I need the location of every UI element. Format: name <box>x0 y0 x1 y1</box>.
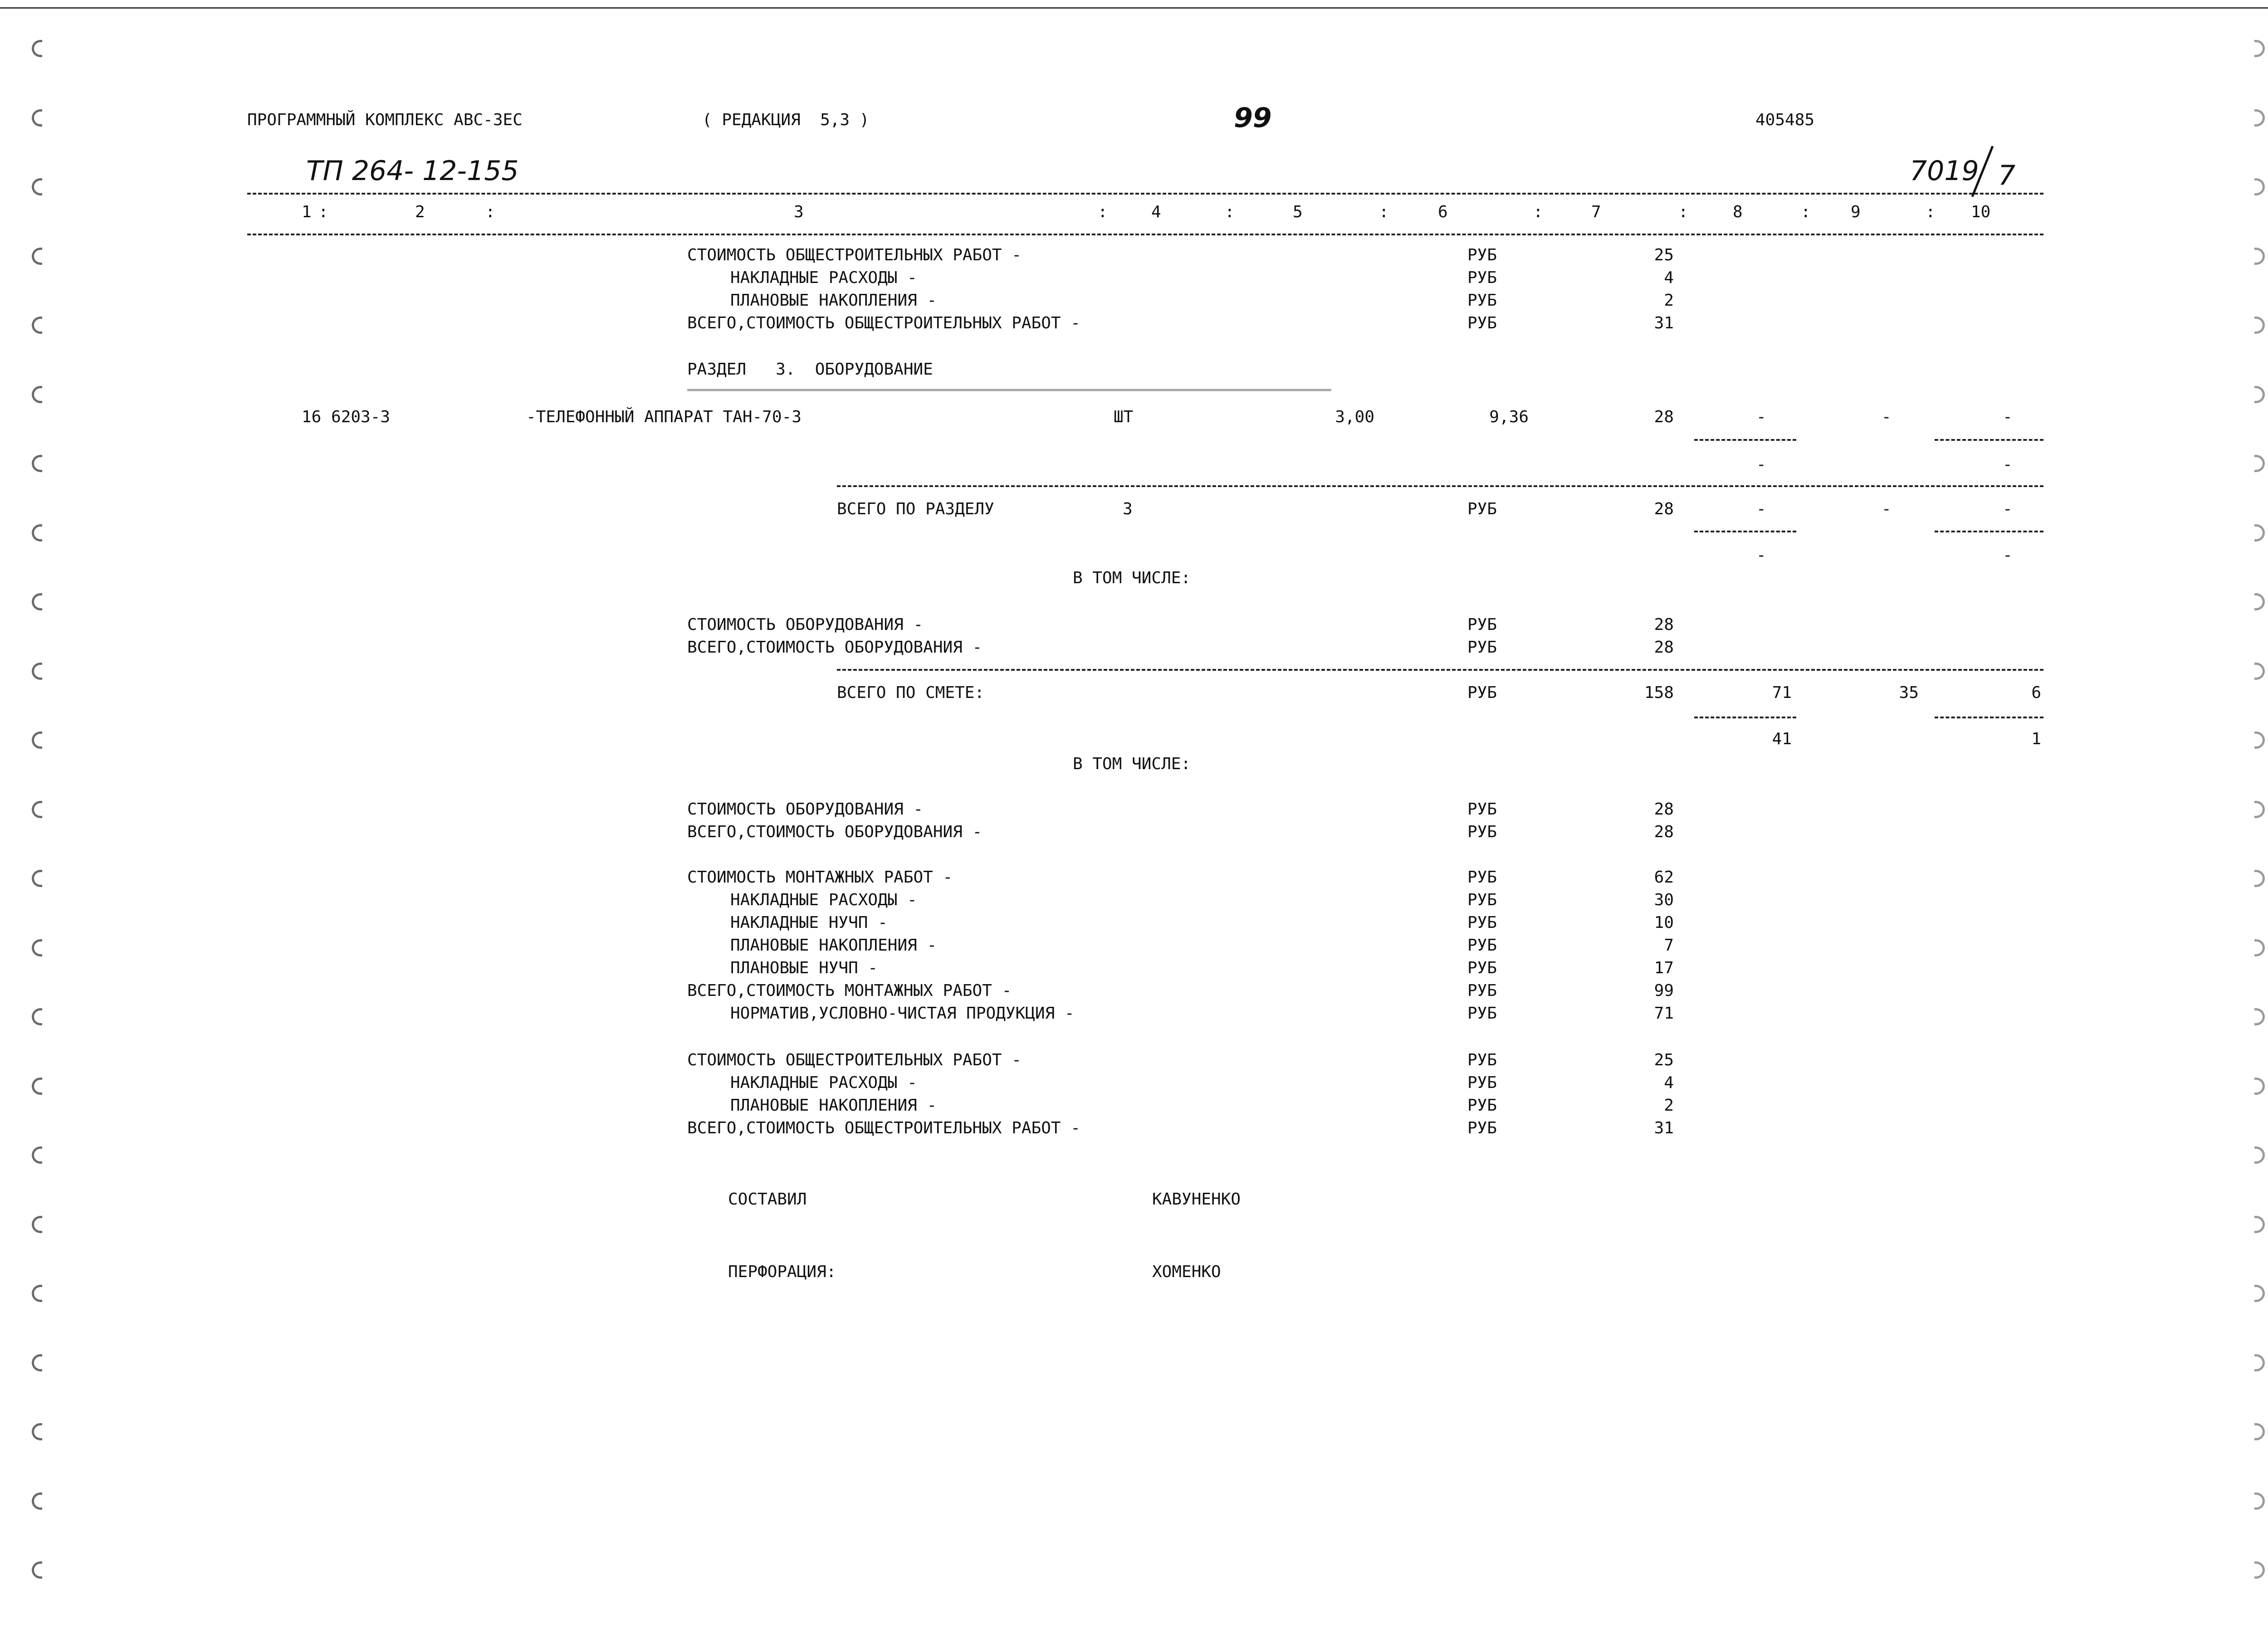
item-price: 9,36 <box>1489 408 1529 426</box>
row-value: 17 <box>1654 959 1674 977</box>
section-total-col10-sub: - <box>2003 546 2013 565</box>
row-value: 62 <box>1654 868 1674 887</box>
section-underline <box>687 389 1331 391</box>
row-value: 4 <box>1664 1073 1674 1092</box>
row-label: ВСЕГО,СТОИМОСТЬ МОНТАЖНЫХ РАБОТ - <box>687 981 1012 1000</box>
col-sep: : <box>1926 203 1936 221</box>
section-including: В ТОМ ЧИСЛЕ: <box>1073 569 1191 587</box>
perforation-hole <box>32 1423 42 1440</box>
row-value: 10 <box>1654 913 1674 932</box>
perforation-hole <box>2254 1423 2265 1440</box>
perforation-hole <box>2254 109 2265 127</box>
row-unit: РУБ <box>1467 1096 1497 1115</box>
perforation-hole <box>2254 1146 2265 1164</box>
row-label: ВСЕГО,СТОИМОСТЬ ОБОРУДОВАНИЯ - <box>687 638 982 657</box>
perforation-hole <box>2254 870 2265 887</box>
estimate-col8: 71 <box>1772 683 1792 702</box>
item-col9: - <box>1882 408 1892 426</box>
estimate-including: В ТОМ ЧИСЛЕ: <box>1073 755 1191 773</box>
row-unit: РУБ <box>1467 913 1497 932</box>
row-label: СТОИМОСТЬ МОНТАЖНЫХ РАБОТ - <box>687 868 953 887</box>
col-sep: : <box>1801 203 1811 221</box>
perforation-hole <box>32 939 42 956</box>
section-col8-rule <box>1694 531 1796 532</box>
row-value: 28 <box>1654 823 1674 841</box>
row-label: ПЛАНОВЫЕ НУЧП - <box>730 959 878 977</box>
item-col10-rule <box>1935 439 2043 441</box>
col-3: 3 <box>794 203 804 221</box>
item-col10-sub: - <box>2003 455 2013 474</box>
row-value: 28 <box>1654 638 1674 657</box>
perforation-hole <box>32 386 42 403</box>
row-unit: РУБ <box>1467 959 1497 977</box>
section-col10-rule <box>1935 531 2043 532</box>
perforation-hole <box>2254 248 2265 265</box>
item-name: -ТЕЛЕФОННЫЙ АППАРАТ ТАН-70-3 <box>526 408 802 426</box>
perforation-hole <box>32 1354 42 1371</box>
estimate-total-unit: РУБ <box>1467 683 1497 702</box>
estimate-col10-sub: 1 <box>2031 730 2041 748</box>
perforation-hole <box>2254 386 2265 403</box>
row-value: 2 <box>1664 1096 1674 1115</box>
item-code: 16 6203-3 <box>302 408 391 426</box>
col-sep: : <box>485 203 495 221</box>
perforation-hole <box>32 524 42 541</box>
perforation-hole <box>2254 732 2265 749</box>
col-sep: : <box>318 203 328 221</box>
sheet-number: 7019 <box>1910 155 1979 187</box>
perforation-hole <box>2254 455 2265 472</box>
item-col10: - <box>2003 408 2013 426</box>
perforation-hole <box>2254 524 2265 541</box>
col-sep: : <box>1678 203 1688 221</box>
sheet-index: 7 <box>1998 160 2016 191</box>
perforation-hole <box>2254 40 2265 57</box>
row-label: ПЛАНОВЫЕ НАКОПЛЕНИЯ - <box>730 291 937 310</box>
punch-label: ПЕРФОРАЦИЯ: <box>728 1263 836 1281</box>
row-unit: РУБ <box>1467 291 1497 310</box>
perforation-hole <box>32 1008 42 1025</box>
paper-top-edge <box>0 0 2268 9</box>
perforation-hole <box>32 178 42 195</box>
col-8: 8 <box>1733 203 1743 221</box>
perforation-hole <box>2254 1285 2265 1302</box>
section-total-value: 28 <box>1654 500 1674 518</box>
row-value: 4 <box>1664 268 1674 287</box>
row-unit: РУБ <box>1467 891 1497 909</box>
col-sep: : <box>1225 203 1235 221</box>
col-6: 6 <box>1438 203 1448 221</box>
section-total-col9: - <box>1882 500 1892 518</box>
row-value: 28 <box>1654 800 1674 819</box>
perforation-hole <box>32 732 42 749</box>
perforation-hole <box>2254 1008 2265 1025</box>
item-total: 28 <box>1654 408 1674 426</box>
perforation-hole <box>2254 317 2265 334</box>
row-unit: РУБ <box>1467 823 1497 841</box>
rule-section-total <box>837 485 2043 487</box>
compiled-name: КАВУНЕНКО <box>1152 1190 1241 1209</box>
perforation-hole <box>32 1146 42 1164</box>
perforation-hole <box>2254 1216 2265 1233</box>
row-label: СТОИМОСТЬ ОБЩЕСТРОИТЕЛЬНЫХ РАБОТ - <box>687 1051 1022 1069</box>
row-label: НОРМАТИВ,УСЛОВНО-ЧИСТАЯ ПРОДУКЦИЯ - <box>730 1004 1075 1023</box>
doc-code: 405485 <box>1755 111 1815 129</box>
estimate-col8-sub: 41 <box>1772 730 1792 748</box>
item-quantity: 3,00 <box>1335 408 1374 426</box>
perforation-hole <box>2254 1354 2265 1371</box>
punch-name: ХОМЕНКО <box>1152 1263 1221 1281</box>
col-5: 5 <box>1293 203 1303 221</box>
perforation-hole <box>32 248 42 265</box>
perforation-hole <box>32 109 42 127</box>
estimate-col10: 6 <box>2031 683 2041 702</box>
section-total-col10: - <box>2003 500 2013 518</box>
row-label: НАКЛАДНЫЕ РАСХОДЫ - <box>730 891 917 909</box>
perforation-hole <box>2254 801 2265 818</box>
col-10: 10 <box>1971 203 1991 221</box>
row-label: ВСЕГО,СТОИМОСТЬ ОБЩЕСТРОИТЕЛЬНЫХ РАБОТ - <box>687 1119 1080 1137</box>
col-sep: : <box>1379 203 1389 221</box>
row-unit: РУБ <box>1467 638 1497 657</box>
rule-top <box>247 193 2043 195</box>
estimate-total-label: ВСЕГО ПО СМЕТЕ: <box>837 683 985 702</box>
row-unit: РУБ <box>1467 1073 1497 1092</box>
row-unit: РУБ <box>1467 800 1497 819</box>
item-col8-sub: - <box>1756 455 1766 474</box>
section-title: РАЗДЕЛ 3. ОБОРУДОВАНИЕ <box>687 360 933 379</box>
col-sep: : <box>1098 203 1108 221</box>
perforation-hole <box>32 801 42 818</box>
perforation-hole <box>32 1078 42 1095</box>
program-title: ПРОГРАММНЫЙ КОМПЛЕКС АВС-3ЕС <box>247 111 523 129</box>
perforation-hole <box>2254 178 2265 195</box>
page-number: 99 <box>1234 102 1272 134</box>
row-label: СТОИМОСТЬ ОБОРУДОВАНИЯ - <box>687 615 924 634</box>
compiled-label: СОСТАВИЛ <box>728 1190 807 1209</box>
section-total-col8: - <box>1756 500 1766 518</box>
col-9: 9 <box>1851 203 1861 221</box>
row-unit: РУБ <box>1467 268 1497 287</box>
perforation-hole <box>32 455 42 472</box>
row-label: ВСЕГО,СТОИМОСТЬ ОБОРУДОВАНИЯ - <box>687 823 982 841</box>
col-2: 2 <box>415 203 425 221</box>
perforation-hole <box>32 870 42 887</box>
row-unit: РУБ <box>1467 936 1497 955</box>
row-value: 30 <box>1654 891 1674 909</box>
perforation-hole <box>32 40 42 57</box>
row-value: 25 <box>1654 1051 1674 1069</box>
perforation-hole <box>32 317 42 334</box>
row-unit: РУБ <box>1467 981 1497 1000</box>
row-unit: РУБ <box>1467 615 1497 634</box>
row-label: ПЛАНОВЫЕ НАКОПЛЕНИЯ - <box>730 936 937 955</box>
section-total-unit: РУБ <box>1467 500 1497 518</box>
row-unit: РУБ <box>1467 868 1497 887</box>
perforation-hole <box>2254 663 2265 680</box>
perforation-hole <box>32 1493 42 1510</box>
perforation-hole <box>32 1561 42 1579</box>
estimate-col9: 35 <box>1899 683 1919 702</box>
row-label: НАКЛАДНЫЕ РАСХОДЫ - <box>730 268 917 287</box>
rule-estimate-total <box>837 669 2043 671</box>
perforation-hole <box>32 593 42 610</box>
perforation-hole <box>32 663 42 680</box>
col-1: 1 <box>302 203 312 221</box>
perforation-hole <box>2254 593 2265 610</box>
estimate-col10-rule <box>1935 717 2043 718</box>
section-total-label: ВСЕГО ПО РАЗДЕЛУ <box>837 500 994 518</box>
row-unit: РУБ <box>1467 314 1497 332</box>
row-label: ПЛАНОВЫЕ НАКОПЛЕНИЯ - <box>730 1096 937 1115</box>
item-col8-rule <box>1694 439 1796 441</box>
perforation-hole <box>32 1216 42 1233</box>
estimate-col8-rule <box>1694 717 1796 718</box>
edition-label: ( РЕДАКЦИЯ 5,3 ) <box>702 111 870 129</box>
estimate-total-value: 158 <box>1644 683 1674 702</box>
perforation-hole <box>2254 1561 2265 1579</box>
perforation-hole <box>2254 939 2265 956</box>
row-value: 71 <box>1654 1004 1674 1023</box>
row-value: 25 <box>1654 246 1674 264</box>
project-code: ТП 264- 12-155 <box>306 155 519 187</box>
row-unit: РУБ <box>1467 246 1497 264</box>
perforation-hole <box>2254 1078 2265 1095</box>
row-unit: РУБ <box>1467 1004 1497 1023</box>
col-sep: : <box>1533 203 1543 221</box>
row-label: НАКЛАДНЫЕ РАСХОДЫ - <box>730 1073 917 1092</box>
col-7: 7 <box>1591 203 1601 221</box>
row-value: 28 <box>1654 615 1674 634</box>
rule-header <box>247 234 2043 235</box>
section-total-col8-sub: - <box>1756 546 1766 565</box>
row-label: СТОИМОСТЬ ОБЩЕСТРОИТЕЛЬНЫХ РАБОТ - <box>687 246 1022 264</box>
row-value: 2 <box>1664 291 1674 310</box>
perforation-hole <box>32 1285 42 1302</box>
row-label: СТОИМОСТЬ ОБОРУДОВАНИЯ - <box>687 800 924 819</box>
row-unit: РУБ <box>1467 1051 1497 1069</box>
item-col8: - <box>1756 408 1766 426</box>
row-value: 31 <box>1654 314 1674 332</box>
row-label: ВСЕГО,СТОИМОСТЬ ОБЩЕСТРОИТЕЛЬНЫХ РАБОТ - <box>687 314 1080 332</box>
section-total-number: 3 <box>1123 500 1133 518</box>
col-4: 4 <box>1151 203 1161 221</box>
item-unit: ШТ <box>1114 408 1134 426</box>
row-value: 7 <box>1664 936 1674 955</box>
row-value: 31 <box>1654 1119 1674 1137</box>
row-value: 99 <box>1654 981 1674 1000</box>
row-unit: РУБ <box>1467 1119 1497 1137</box>
row-label: НАКЛАДНЫЕ НУЧП - <box>730 913 888 932</box>
perforation-hole <box>2254 1493 2265 1510</box>
